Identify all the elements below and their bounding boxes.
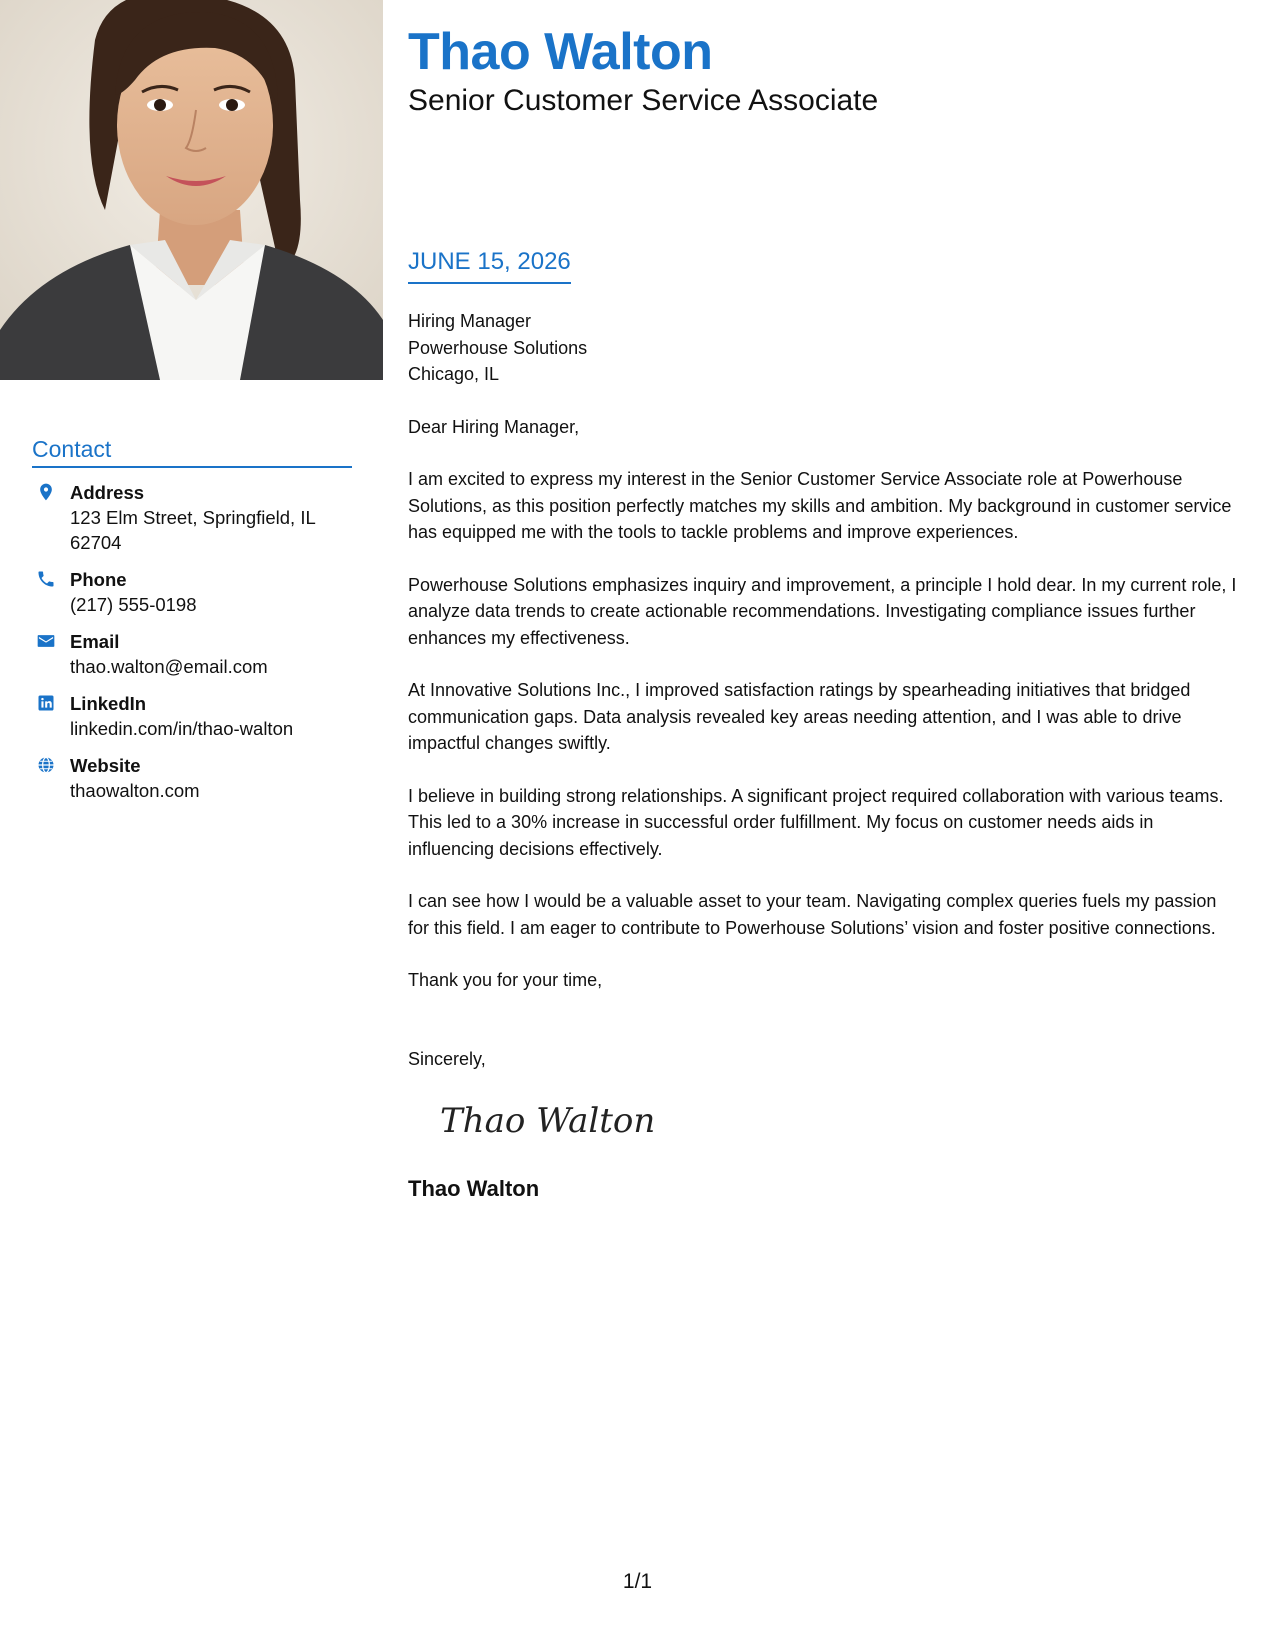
address-value: 123 Elm Street, Springfield, IL 62704 (70, 507, 316, 553)
letter-body (408, 308, 1238, 1202)
website-value[interactable]: thaowalton.com (70, 780, 200, 801)
letter-date: JUNE 15, 2026 (408, 248, 571, 284)
email-icon (36, 631, 56, 651)
contact-section (32, 436, 352, 803)
phone-icon (36, 569, 56, 589)
contact-item-website (32, 753, 352, 803)
contact-item-phone (32, 567, 352, 617)
linkedin-value[interactable]: linkedin.com/in/thao-walton (70, 718, 294, 739)
recipient-line: Chicago, IL (408, 364, 500, 384)
recipient-line: Powerhouse Solutions (408, 337, 588, 358)
paragraph: Powerhouse Solutions emphasizes inquiry and improvement, a principle I hold dear. In my current role, I analyze data trends to create actionable recommendations. Investigating compliance issues further enhances my effectiveness. (408, 574, 1237, 648)
location-pin-icon (36, 482, 56, 502)
phone-value: (217) 555-0198 (70, 594, 197, 615)
linkedin-icon (36, 693, 56, 713)
globe-icon (36, 755, 56, 775)
paragraph: I believe in building strong relationships. A significant project required collaboration with various teams. This led to a 30% increase in successful order fulfillment. My focus on customer needs aids in influencing decisions effectively. (408, 785, 1224, 859)
paragraph: I can see how I would be a valuable asset to your team. Navigating complex queries fuels my passion for this field. I am eager to contribute to Powerhouse Solutions’ vision and foster positive connections. (408, 891, 1217, 938)
applicant-role: Senior Customer Service Associate (408, 84, 879, 117)
email-value[interactable]: thao.walton@email.com (70, 656, 268, 677)
email-label: Email (70, 631, 120, 652)
contact-item-linkedin (32, 691, 352, 741)
contact-item-address (32, 480, 352, 555)
page-number: 1/1 (622, 1570, 653, 1593)
phone-label: Phone (70, 569, 127, 590)
portrait-illustration (0, 0, 383, 380)
sidebar (0, 0, 383, 1650)
paragraph: At Innovative Solutions Inc., I improved satisfaction ratings by spearheading initiatives that bridged communication gaps. Data analysis revealed key areas needing attention, and I was able to drive impactful changes swiftly. (408, 680, 1191, 753)
address-label: Address (70, 482, 145, 503)
linkedin-label: LinkedIn (70, 693, 147, 714)
applicant-name: Thao Walton (408, 23, 713, 81)
recipient-block (408, 308, 1238, 388)
signature-text: Thao Walton (440, 1101, 656, 1141)
salutation: Dear Hiring Manager, (408, 416, 580, 437)
website-label: Website (70, 755, 141, 776)
contact-heading: Contact (32, 436, 352, 468)
signed-name: Thao Walton (408, 1175, 540, 1201)
handwritten-signature (436, 1090, 656, 1150)
thanks-line: Thank you for your time, (408, 970, 603, 990)
contact-item-email (32, 629, 352, 679)
recipient-line: Hiring Manager (408, 311, 532, 331)
closing-line: Sincerely, (408, 1048, 486, 1069)
profile-photo (0, 0, 383, 380)
paragraph: I am excited to express my interest in the Senior Customer Service Associate role at Powerhouse Solutions, as this position perfectly matches my skills and ambition. My background in customer service has equipped me with the tools to tackle problems and improve experiences. (408, 469, 1232, 542)
